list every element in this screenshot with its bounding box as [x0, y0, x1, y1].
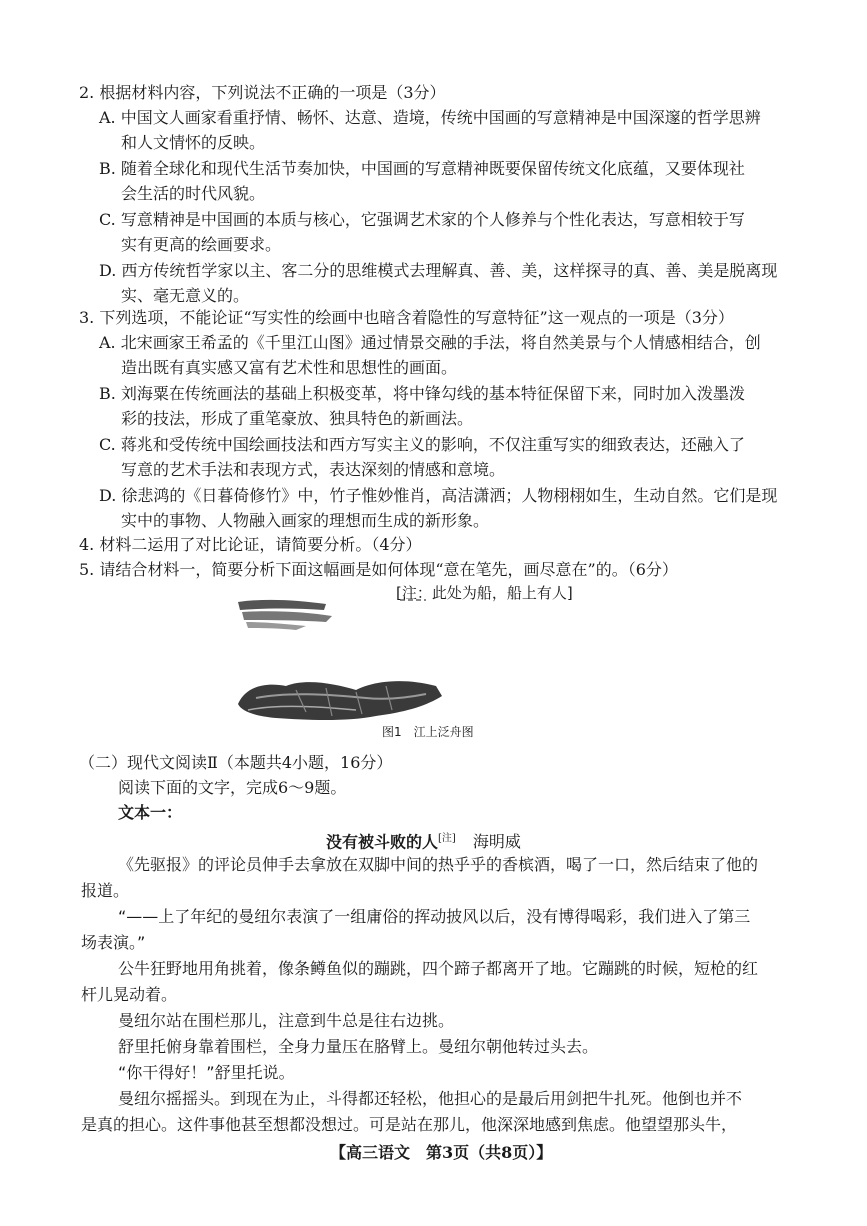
q2-option-d-line2: 实、毫无意义的。	[121, 286, 250, 305]
q3-option-a-line2: 造出既有真实感又富有艺术性和思想性的画面。	[121, 358, 458, 377]
q3-option-a-line1: A. 北宋画家王希孟的《千里江山图》通过情景交融的手法，将自然美景与个人情感相结合，创	[99, 333, 761, 352]
story-p7-line2: 是真的担心。这件事他甚至想都没想过。可是站在那儿，他深深地感到焦虑。他望望那头牛，	[81, 1115, 738, 1134]
q3-option-b-line1: B. 刘海粟在传统画法的基础上积极变革，将中锋勾线的基本特征保留下来，同时加入泼墨泼	[99, 384, 745, 403]
q3-option-d-line1: D. 徐悲鸿的《日暮倚修竹》中，竹子惟妙惟肖，高洁潇洒；人物栩栩如生，生动自然。它们是现	[99, 486, 778, 505]
figure-note: [注：此处为船，船上有人]	[396, 584, 573, 602]
question-3-stem: 3. 下列选项，不能论证“写实性的绘画中也暗含着隐性的写意特征”这一观点的一项是（3分）	[79, 308, 734, 327]
q2-option-c-line2: 实有更高的绘画要求。	[121, 235, 282, 254]
story-p2-line1: “——上了年纪的曼纽尔表演了一组庸俗的挥动披风以后，没有博得喝彩，我们进入了第三	[118, 907, 751, 926]
story-p2-line2: 场表演。”	[81, 933, 146, 952]
river-boat-painting	[236, 586, 636, 738]
story-p6: “你干得好！”舒里托说。	[118, 1063, 295, 1082]
story-author: 海明威	[472, 832, 521, 852]
story-p4: 曼纽尔站在围栏那儿，注意到牛总是往右边挑。	[118, 1011, 455, 1030]
q3-option-c-line1: C. 蒋兆和受传统中国绘画技法和西方写实主义的影响，不仅注重写实的细致表达，还融入了	[99, 435, 745, 454]
story-p3-line1: 公牛狂野地用角挑着，像条鳟鱼似的蹦跳，四个蹄子都离开了地。它蹦跳的时候，短枪的红	[118, 959, 759, 978]
section-title: （二）现代文阅读Ⅱ（本题共4小题，16分）	[79, 753, 393, 772]
q2-option-d-line1: D. 西方传统哲学家以主、客二分的思维模式去理解真、善、美，这样探寻的真、善、美是脱离现	[99, 261, 778, 280]
question-4: 4. 材料二运用了对比论证，请简要分析。（4分）	[79, 535, 422, 554]
page-footer: 【高三语文 第3页（共8页）】	[330, 1143, 553, 1162]
q3-option-d-line2: 实中的事物、人物融入画家的理想而生成的新形象。	[121, 511, 490, 530]
q3-option-c-line2: 写意的艺术手法和表现方式，表达深刻的情感和意境。	[121, 460, 506, 479]
shore-mass	[238, 681, 442, 720]
q2-option-a-line2: 和人文情怀的反映。	[121, 133, 266, 152]
q2-option-c-line1: C. 写意精神是中国画的本质与核心，它强调艺术家的个人修养与个性化表达，写意相较于写	[99, 210, 745, 229]
story-title: 没有被斗败的人	[326, 832, 439, 852]
story-heading	[326, 826, 521, 854]
q3-option-b-line2: 彩的技法，形成了重笔豪放、独具特色的新画法。	[121, 409, 474, 428]
story-p5: 舒里托俯身靠着围栏，全身力量压在胳臂上。曼纽尔朝他转过头去。	[118, 1037, 599, 1056]
story-p7-line1: 曼纽尔摇摇头。到现在为止，斗得都还轻松，他担心的是最后用剑把牛扎死。他倒也并不	[118, 1089, 743, 1108]
q2-option-a-line1: A. 中国文人画家看重抒情、畅怀、达意、造境，传统中国画的写意精神是中国深邃的哲学思辨	[99, 108, 761, 127]
q2-option-b-line2: 会生活的时代风貌。	[121, 184, 266, 203]
q2-option-b-line1: B. 随着全球化和现代生活节奏加快，中国画的写意精神既要保留传统文化底蕴，又要体现社	[99, 159, 745, 178]
story-p1-line2: 报道。	[81, 881, 130, 900]
story-p3-line2: 杆儿晃动着。	[81, 985, 178, 1004]
figure-caption: 图1 江上泛舟图	[382, 725, 474, 739]
question-2-stem: 2. 根据材料内容，下列说法不正确的一项是（3分）	[79, 83, 446, 102]
question-5: 5. 请结合材料一，简要分析下面这幅画是如何体现“意在笔先，画尽意在”的。（6分）	[79, 560, 678, 579]
story-note-mark: [注]	[438, 833, 456, 844]
story-p1-line1: 《先驱报》的评论员伸手去拿放在双脚中间的热乎乎的香槟酒，喝了一口，然后结束了他的	[118, 855, 759, 874]
boat-strokes	[238, 600, 332, 630]
section-instruction: 阅读下面的文字，完成6～9题。	[118, 778, 347, 797]
text-one-label: 文本一：	[118, 803, 183, 822]
